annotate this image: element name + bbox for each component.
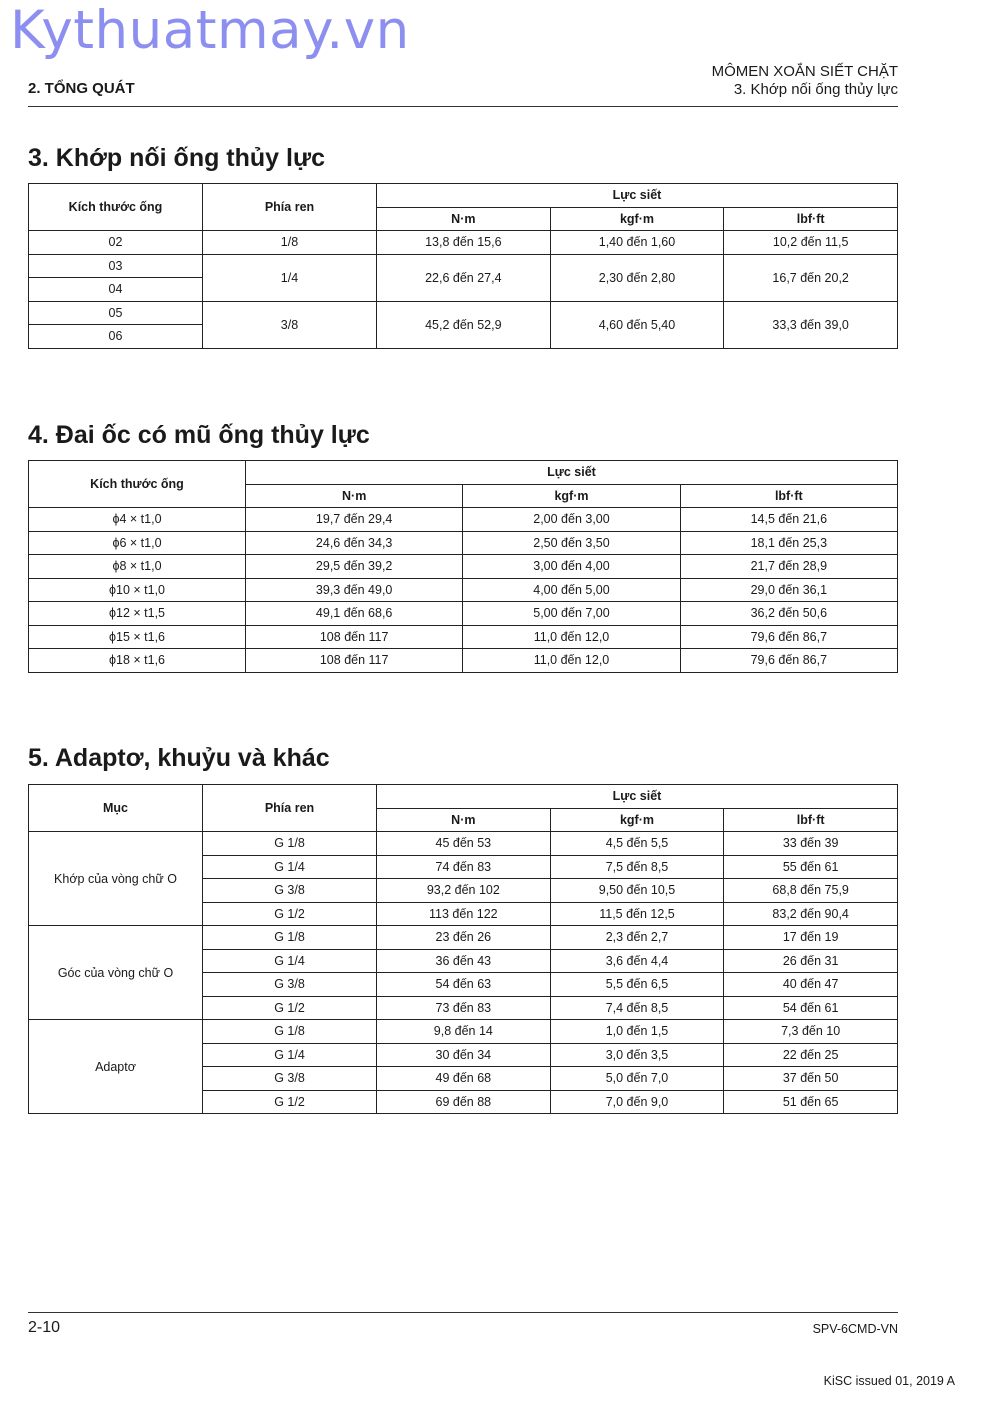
watermark-logo: Kythuatmay.vn: [10, 0, 410, 61]
cell-kgfm: 4,60 đến 5,40: [550, 301, 724, 348]
col-header-kgfm: kgf·m: [550, 808, 724, 832]
col-header-lbfft: lbf·ft: [724, 207, 898, 231]
cell-size: ϕ8 × t1,0: [29, 555, 246, 579]
table-row: [29, 832, 898, 856]
cell-nm: 30 đến 34: [377, 1043, 551, 1067]
cell-lbfft: 40 đến 47: [724, 973, 898, 997]
cell-kgfm: 7,5 đến 8,5: [550, 855, 724, 879]
cell-thread: G 1/4: [203, 949, 377, 973]
cell-lbfft: 29,0 đến 36,1: [680, 578, 897, 602]
table-row: [29, 555, 898, 579]
table-row: [29, 508, 898, 532]
cell-kgfm: 9,50 đến 10,5: [550, 879, 724, 903]
chapter-label: 2. TỔNG QUÁT: [28, 80, 135, 97]
running-header-subtitle: 3. Khớp nối ống thủy lực: [733, 81, 898, 98]
cell-kgfm: 5,00 đến 7,00: [463, 602, 680, 626]
cell-thread: G 1/2: [203, 902, 377, 926]
cell-kgfm: 4,00 đến 5,00: [463, 578, 680, 602]
cell-lbfft: 17 đến 19: [724, 926, 898, 950]
col-header-lbfft: lbf·ft: [724, 808, 898, 832]
cell-thread: 1/4: [203, 254, 377, 301]
table-row: [29, 649, 898, 673]
cell-nm: 19,7 đến 29,4: [246, 508, 463, 532]
cell-nm: 36 đến 43: [377, 949, 551, 973]
cell-nm: 74 đến 83: [377, 855, 551, 879]
cell-size: 06: [29, 325, 203, 349]
cell-nm: 93,2 đến 102: [377, 879, 551, 903]
cell-lbfft: 14,5 đến 21,6: [680, 508, 897, 532]
cell-kgfm: 3,0 đến 3,5: [550, 1043, 724, 1067]
col-header-lbfft: lbf·ft: [680, 484, 897, 508]
cell-lbfft: 21,7 đến 28,9: [680, 555, 897, 579]
document-code: SPV-6CMD-VN: [812, 1322, 898, 1336]
col-header-thread: Phía ren: [203, 184, 377, 231]
cell-nm: 54 đến 63: [377, 973, 551, 997]
cell-kgfm: 5,0 đến 7,0: [550, 1067, 724, 1091]
cell-nm: 69 đến 88: [377, 1090, 551, 1114]
cell-nm: 9,8 đến 14: [377, 1020, 551, 1044]
cell-size: 05: [29, 301, 203, 325]
cell-size: 02: [29, 231, 203, 255]
cap-nut-table: [28, 460, 898, 673]
cell-nm: 113 đến 122: [377, 902, 551, 926]
adapter-elbow-table: [28, 784, 898, 1114]
cell-thread: 1/8: [203, 231, 377, 255]
cell-thread: G 3/8: [203, 879, 377, 903]
col-header-size: Kích thước ống: [29, 184, 203, 231]
cell-kgfm: 2,30 đến 2,80: [550, 254, 724, 301]
col-header-size: Kích thước ống: [29, 461, 246, 508]
cell-thread: G 1/8: [203, 832, 377, 856]
cell-kgfm: 11,0 đến 12,0: [463, 649, 680, 673]
cell-lbfft: 68,8 đến 75,9: [724, 879, 898, 903]
col-header-kgfm: kgf·m: [550, 207, 724, 231]
cell-nm: 39,3 đến 49,0: [246, 578, 463, 602]
cell-size: 03: [29, 254, 203, 278]
cell-nm: 24,6 đến 34,3: [246, 531, 463, 555]
cell-nm: 73 đến 83: [377, 996, 551, 1020]
cell-kgfm: 4,5 đến 5,5: [550, 832, 724, 856]
table-row: [29, 231, 898, 255]
cell-kgfm: 2,50 đến 3,50: [463, 531, 680, 555]
cell-thread: G 3/8: [203, 973, 377, 997]
cell-thread: G 3/8: [203, 1067, 377, 1091]
cell-lbfft: 18,1 đến 25,3: [680, 531, 897, 555]
cell-size: ϕ15 × t1,6: [29, 625, 246, 649]
cell-lbfft: 33,3 đến 39,0: [724, 301, 898, 348]
cell-lbfft: 33 đến 39: [724, 832, 898, 856]
footer-divider: [28, 1312, 898, 1313]
cell-nm: 23 đến 26: [377, 926, 551, 950]
cell-nm: 108 đến 117: [246, 649, 463, 673]
running-header: [712, 63, 898, 99]
cell-kgfm: 2,00 đến 3,00: [463, 508, 680, 532]
section-5-title: 5. Adaptơ, khuỷu và khác: [28, 744, 330, 772]
issue-note: KiSC issued 01, 2019 A: [823, 1374, 955, 1388]
col-header-kgfm: kgf·m: [463, 484, 680, 508]
cell-kgfm: 3,00 đến 4,00: [463, 555, 680, 579]
cell-lbfft: 22 đến 25: [724, 1043, 898, 1067]
cell-thread: 3/8: [203, 301, 377, 348]
table-row: [29, 926, 898, 950]
section-3-title: 3. Khớp nối ống thủy lực: [28, 144, 325, 172]
cell-kgfm: 3,6 đến 4,4: [550, 949, 724, 973]
cell-lbfft: 54 đến 61: [724, 996, 898, 1020]
cell-lbfft: 7,3 đến 10: [724, 1020, 898, 1044]
table-row: [29, 531, 898, 555]
cell-nm: 13,8 đến 15,6: [377, 231, 551, 255]
cell-lbfft: 79,6 đến 86,7: [680, 625, 897, 649]
page-number: 2-10: [28, 1319, 61, 1336]
cell-thread: G 1/8: [203, 926, 377, 950]
table-row: [29, 578, 898, 602]
col-header-torque: Lực siết: [246, 461, 898, 485]
col-header-nm: N·m: [246, 484, 463, 508]
cell-lbfft: 36,2 đến 50,6: [680, 602, 897, 626]
table-row: [29, 301, 898, 325]
col-header-torque: Lực siết: [377, 184, 898, 208]
cell-kgfm: 7,0 đến 9,0: [550, 1090, 724, 1114]
cell-lbfft: 55 đến 61: [724, 855, 898, 879]
cell-kgfm: 11,5 đến 12,5: [550, 902, 724, 926]
cell-thread: G 1/8: [203, 1020, 377, 1044]
cell-lbfft: 10,2 đến 11,5: [724, 231, 898, 255]
cell-nm: 49 đến 68: [377, 1067, 551, 1091]
cell-thread: G 1/4: [203, 855, 377, 879]
cell-thread: G 1/2: [203, 1090, 377, 1114]
cell-nm: 22,6 đến 27,4: [377, 254, 551, 301]
col-header-thread: Phía ren: [203, 785, 377, 832]
cell-thread: G 1/2: [203, 996, 377, 1020]
cell-lbfft: 16,7 đến 20,2: [724, 254, 898, 301]
cell-kgfm: 1,0 đến 1,5: [550, 1020, 724, 1044]
table-row: [29, 254, 898, 278]
col-header-torque: Lực siết: [377, 785, 898, 809]
cell-lbfft: 37 đến 50: [724, 1067, 898, 1091]
cell-size: ϕ10 × t1,0: [29, 578, 246, 602]
cell-lbfft: 79,6 đến 86,7: [680, 649, 897, 673]
cell-size: 04: [29, 278, 203, 302]
cell-size: ϕ6 × t1,0: [29, 531, 246, 555]
cell-nm: 45 đến 53: [377, 832, 551, 856]
cell-size: ϕ12 × t1,5: [29, 602, 246, 626]
cell-kgfm: 1,40 đến 1,60: [550, 231, 724, 255]
section-4-title: 4. Đai ốc có mũ ống thủy lực: [28, 421, 370, 449]
col-header-nm: N·m: [377, 207, 551, 231]
cell-kgfm: 11,0 đến 12,0: [463, 625, 680, 649]
table-row: [29, 602, 898, 626]
cell-nm: 45,2 đến 52,9: [377, 301, 551, 348]
cell-kgfm: 5,5 đến 6,5: [550, 973, 724, 997]
cell-item: Adaptơ: [29, 1020, 203, 1114]
cell-size: ϕ4 × t1,0: [29, 508, 246, 532]
cell-lbfft: 83,2 đến 90,4: [724, 902, 898, 926]
cell-lbfft: 51 đến 65: [724, 1090, 898, 1114]
hose-fitting-table: [28, 183, 898, 349]
cell-kgfm: 7,4 đến 8,5: [550, 996, 724, 1020]
cell-nm: 49,1 đến 68,6: [246, 602, 463, 626]
cell-nm: 29,5 đến 39,2: [246, 555, 463, 579]
col-header-item: Mục: [29, 785, 203, 832]
cell-thread: G 1/4: [203, 1043, 377, 1067]
running-header-title: MÔMEN XOẮN SIẾT CHẶT: [711, 63, 898, 80]
cell-item: Góc của vòng chữ O: [29, 926, 203, 1020]
header-divider: [28, 106, 898, 107]
table-row: [29, 1020, 898, 1044]
cell-size: ϕ18 × t1,6: [29, 649, 246, 673]
cell-nm: 108 đến 117: [246, 625, 463, 649]
cell-item: Khớp của vòng chữ O: [29, 832, 203, 926]
table-row: [29, 625, 898, 649]
col-header-nm: N·m: [377, 808, 551, 832]
cell-lbfft: 26 đến 31: [724, 949, 898, 973]
cell-kgfm: 2,3 đến 2,7: [550, 926, 724, 950]
